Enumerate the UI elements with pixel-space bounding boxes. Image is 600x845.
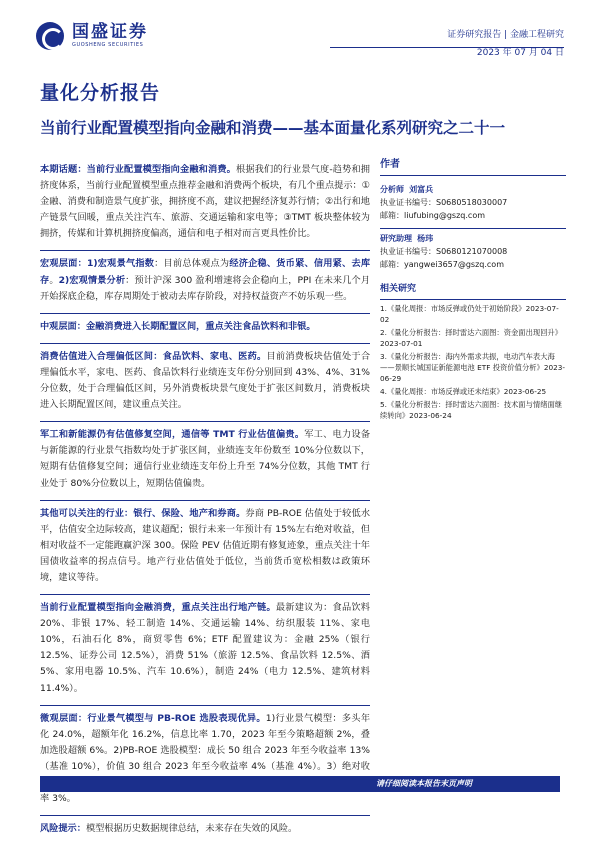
- cert-label: 执业证书编号：: [380, 247, 436, 256]
- section-title: 本期话题：: [40, 164, 87, 175]
- sidebar: [380, 150, 566, 423]
- section-title: 消费估值进入合理偏低区间：: [40, 350, 163, 362]
- analyst-name: 刘富兵: [409, 185, 434, 194]
- report-date: 2023 年 07 月 04 日: [476, 48, 564, 58]
- macro-point-1-mid: ：目前总体观点为: [154, 258, 230, 270]
- section-title: 风险提示：: [40, 823, 86, 835]
- related-report-link[interactable]: 2.《量化分析报告：择时雷达六面图：资金面出现回升》2023-07-01: [380, 328, 563, 348]
- section-body: 模型根据历史数据规律总结，未来存在失效的风险。: [85, 823, 298, 835]
- analyst-name: 杨玮: [417, 234, 434, 243]
- analyst-role: 研究助理: [380, 234, 412, 243]
- cert-label: 执业证书编号：: [380, 198, 436, 207]
- section-allocation: [40, 594, 370, 697]
- section-title: 中观层面：: [40, 320, 86, 332]
- section-topic: [40, 150, 370, 242]
- section-body: 根据我们的行业景气度-趋势和拥挤度体系，当前行业配置模型重点推荐金融和消费两个板块，有几个重点提示：①金融、消费和制造景气度扩张，拥挤度不高，建议把握经济复苏行情；②出行和地产链景气回暖，重点关注汽车、旅游、交通运输和家电等；③TMT 板块整体较为拥挤，传媒和计算机拥挤度偏高，通信和电子相对而言更具性价比。: [40, 164, 370, 240]
- section-title: 当前行业配置模型指向金融消费，重点关注出行地产链。: [40, 602, 276, 614]
- authors-heading: 作者: [380, 150, 566, 176]
- section-lead: 银行、保险、地产和券商。: [133, 507, 246, 519]
- section-military-tmt: [40, 421, 370, 491]
- logo-mark-icon: [36, 22, 64, 50]
- report-footer: [0, 776, 600, 800]
- report-type: 量化分析报告: [40, 82, 161, 104]
- email-label: 邮箱：: [380, 211, 404, 220]
- related-report-link[interactable]: 3.《量化分析报告：海内外需求共振，电动汽车表大海——景顺长城国证新能源电池 ETF 投资价值分析》2023-06-29: [380, 352, 566, 383]
- section-title: 军工和新能源仍有估值修复空间，通信等 TMT 行业估值偏贵。: [40, 429, 305, 441]
- section-body: 1)行业景气模型：多头年化 24.0%，超额年化 16.2%，信息比率 1.70，2023 年至今策略超额 2%，叠加选股超额 6%。2)PB-ROE 选股模型：成长 50 组合 2023 年至今收益率 13%（基准 10%），价值 30 组合 2023 年至今收益率 4%（基准 4%）。3）绝对收 率 3%。: [40, 712, 371, 805]
- macro-point-1-highlight: 经济企稳、货币紧、信用紧、去库存: [40, 258, 371, 286]
- logo-name-cn: 国盛证券: [72, 22, 148, 42]
- section-body: 券商 PB-ROE 估值处于较低水平，估值安全边际较高，建议超配；银行未来一年预计有 15%左右绝对收益，但相对收益不一定能跑赢沪深 300。保险 PEV 估值近期有修复迹象，重点关注十年国债收益率的拐点信号。地产行业估值处于低位，当前货币宽松相数は政策环境，建议等待。: [40, 507, 371, 583]
- related-report-link[interactable]: 5.《量化分析报告：择时雷达六面图：技术面与情绪面继续转向》2023-06-24: [380, 400, 563, 420]
- section-body: 最新建议为：食品饮料 20%、非银 17%、轻工制造 14%、交通运输 14%、纺织服装 11%、家电 10%，石油石化 8%，商贸零售 6%；ETF 配置建议为：金融 25%（银行 12.5%、证券公司 12.5%），消费 51%（旅游 12.5%、食品饮料 12.5%、酒 5%、家用电器 10.5%、汽车 10.6%），制造 24%（电力 12.5%、建筑材料 11.4%）。: [40, 602, 370, 694]
- section-title: 微观层面：: [40, 712, 88, 724]
- section-risk: [40, 815, 370, 837]
- section-lead: 当前行业配置模型指向金融和消费。: [86, 164, 237, 175]
- section-macro: [40, 250, 370, 304]
- analyst-card: [380, 228, 566, 271]
- related-report-link[interactable]: 1.《量化周报：市场反弹或仍处于初始阶段》2023-07-02: [380, 304, 559, 324]
- email-label: 邮箱：: [380, 260, 404, 269]
- section-meso: [40, 313, 370, 335]
- cert-number: S0680121070008: [436, 247, 508, 256]
- section-other-industries: [40, 500, 370, 586]
- company-logo: [36, 22, 148, 50]
- macro-point-1-head: 1)宏观景气指数: [86, 258, 155, 270]
- report-title: 当前行业配置模型指向金融和消费——基本面量化系列研究之二十一: [40, 119, 506, 137]
- section-body: 军工、电力设备与新能源的行业景气指数均处于扩张区间，业绩连支年份数至 10%分位数以下，短期有估值修复空间；通信行业业绩连支年份上升至 74%分位数，其他 TMT 行业处于 80%分位数以上，短期估值偏贵。: [40, 429, 371, 489]
- cert-number: S0680518030007: [436, 198, 508, 207]
- related-report-link[interactable]: 4.《量化周报：市场反弹或还未结束》2023-06-25: [380, 387, 547, 396]
- main-column: [40, 150, 370, 845]
- macro-point-1-tail: 。: [49, 274, 59, 286]
- analyst-card: [380, 180, 566, 222]
- email-link[interactable]: liufubing@gszq.com: [404, 211, 486, 220]
- section-lead: 食品饮料、家电、医药。: [162, 350, 267, 362]
- section-title: 宏观层面：: [40, 258, 87, 270]
- report-header: [0, 0, 600, 60]
- disclaimer-notice: 请仔细阅读本报告末页声明: [40, 776, 560, 792]
- section-lead: 行业景气模型与 PB-ROE 选股表现优异。: [87, 712, 266, 724]
- section-consumer-valuation: [40, 343, 370, 413]
- section-title: 其他可以关注的行业：: [40, 507, 134, 519]
- section-lead: 金融消费进入长期配置区间，重点关注食品饮料和非银。: [85, 320, 316, 332]
- macro-point-2-head: 2)宏观情景分析: [58, 274, 126, 286]
- macro-point-2-body: ：预计沪深 300 盈利增速将会企稳向上，PPI 在未来几个月开始探底企稳，库存周期处于被动去库存阶段，对持权益资产不妨乐观一些。: [40, 274, 371, 302]
- analyst-role: 分析师: [380, 185, 404, 194]
- report-category: 证券研究报告 | 金融工程研究: [447, 30, 564, 40]
- section-body: 目前消费板块估值处于合理偏低水平，家电、医药、食品饮料行业绩连支年份分别回到 43%、4%、31%分位数，处于合理偏低区间，另外消费板块景气度处于扩张区间数月，消费板块进入长期配置区间，建议重点关注。: [40, 350, 371, 411]
- related-research-heading: 相关研究: [380, 277, 566, 300]
- logo-name-en: GUOSHENG SECURITIES: [72, 42, 144, 48]
- email-link[interactable]: yangwei3657@gszq.com: [404, 260, 504, 269]
